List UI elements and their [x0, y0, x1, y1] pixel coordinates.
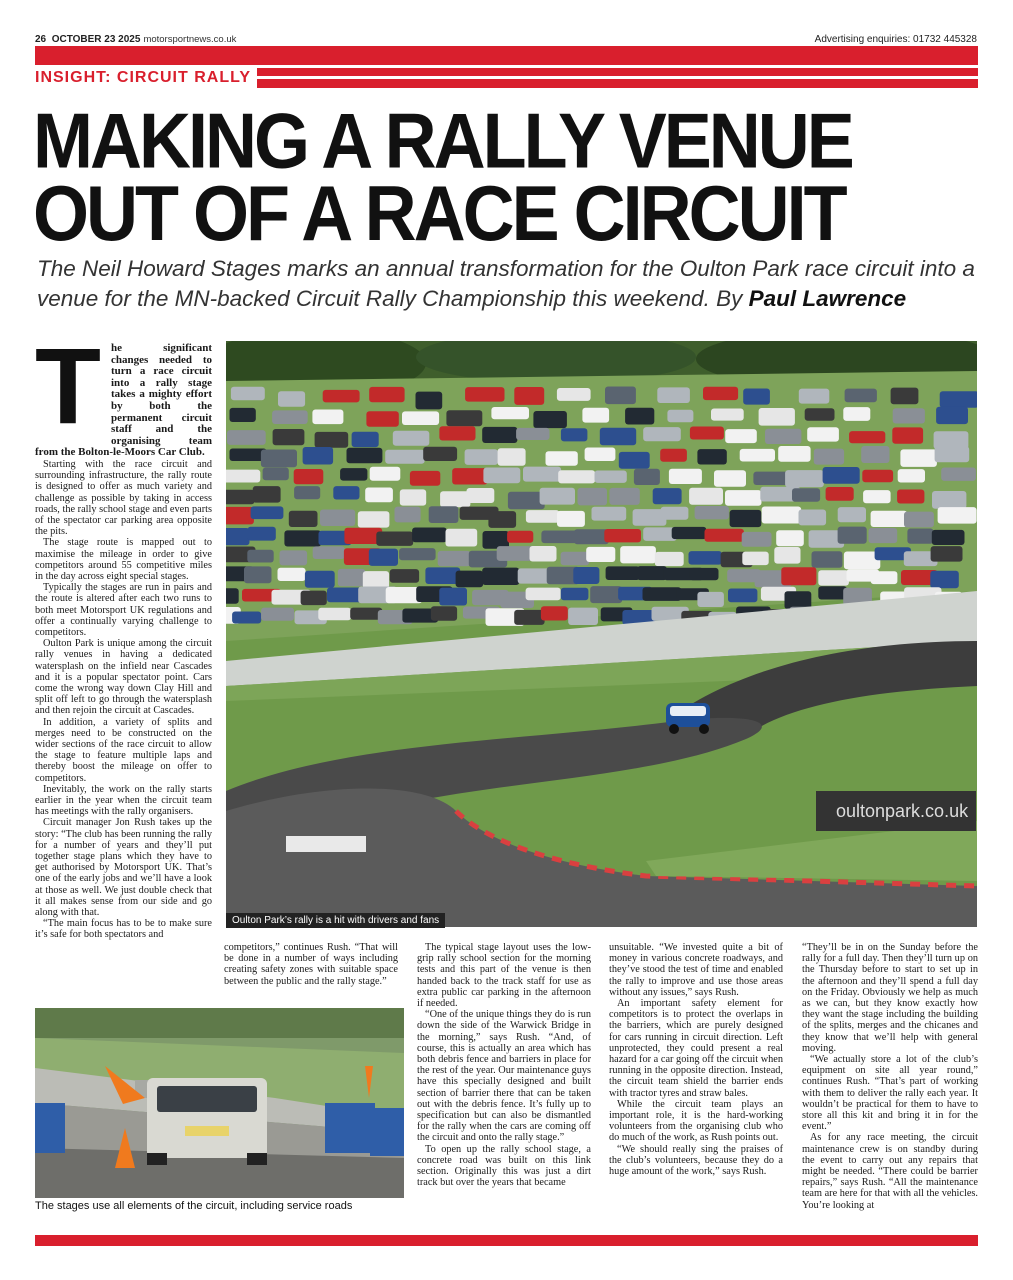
- parked-car: [301, 591, 327, 606]
- main-photo-illustration: [226, 341, 977, 927]
- parked-car: [423, 447, 457, 461]
- parked-car: [863, 490, 891, 503]
- parked-car: [585, 448, 616, 462]
- parked-car: [338, 569, 366, 586]
- parked-car: [661, 507, 689, 520]
- parked-car: [826, 487, 854, 501]
- paragraph: Oulton Park is unique among the circuit rally venues in having a dedicated watersplash on the infield near Cascades and it is a popular spectator point. Cars come the wrong way down Clay Hill and split off left to go through the watersplash and then rejoin the circuit at Cascades.: [35, 638, 212, 717]
- parked-car: [230, 408, 256, 422]
- parked-car: [253, 486, 281, 503]
- paragraph: “The main focus has to be to make sure it’s safe for both spectators and: [35, 918, 212, 941]
- parked-car: [358, 511, 390, 527]
- advertising-enquiries: Advertising enquiries: 01732 445328: [814, 34, 977, 45]
- paragraph: “We actually store a lot of the club’s equipment on site all year round,” continues Rush. “That’s part of working with them to deliver the rally each year. It wouldn’t be practical for them to have to store all this kit and bring it in for the event.”: [802, 1054, 978, 1133]
- top-red-rule: [35, 46, 978, 65]
- parked-car: [402, 411, 439, 425]
- parked-car: [227, 430, 266, 445]
- parked-car: [934, 431, 969, 449]
- parked-car: [605, 387, 636, 405]
- parked-car: [491, 407, 529, 419]
- parked-car: [776, 530, 804, 546]
- parked-car: [323, 390, 360, 403]
- parked-car: [697, 449, 726, 464]
- parked-car: [838, 507, 866, 522]
- parked-car: [294, 486, 320, 499]
- parked-car: [849, 431, 885, 443]
- parked-car: [609, 488, 639, 505]
- parked-car: [523, 467, 561, 482]
- standfirst-text: The Neil Howard Stages marks an annual transformation for the Oulton Park race circuit into a venue for the MN-backed Circuit Rally Championship this weekend. By: [37, 256, 975, 311]
- parked-car: [893, 408, 925, 423]
- parked-car: [936, 407, 968, 424]
- site-url: motorsportnews.co.uk: [143, 34, 237, 45]
- parked-car: [352, 432, 379, 447]
- parked-car: [703, 387, 738, 400]
- parked-car: [799, 510, 827, 526]
- parked-car: [574, 529, 609, 544]
- parked-car: [376, 532, 413, 546]
- parked-car: [540, 488, 575, 505]
- parked-car: [586, 547, 615, 562]
- parked-car: [778, 446, 810, 462]
- parked-car: [672, 527, 707, 539]
- parked-car: [690, 568, 719, 580]
- paragraph: An important safety element for competitors is to protect the overlaps in the barriers, which are purely designed for cars running in circuit direction. Left unprotected, they could present a real hazard for a car going off the circuit when running in the opposite direction. Instead, the circuit team shield the barrier ends with tractor tyres and straw bales.: [609, 998, 783, 1099]
- parked-car: [226, 470, 260, 483]
- parked-car: [730, 510, 762, 527]
- parked-car: [573, 567, 599, 584]
- column-4: [609, 942, 783, 1177]
- parked-car: [278, 568, 306, 581]
- parked-car: [843, 407, 870, 421]
- parked-car: [431, 606, 457, 621]
- parked-car: [558, 470, 595, 483]
- parked-car: [482, 427, 517, 443]
- main-photo-caption: Oulton Park’s rally is a hit with drivers and fans: [226, 913, 445, 928]
- paragraph: Starting with the race circuit and surrounding infrastructure, the rally route is designed to offer as much variety and challenge as possible by taking in access roads, the rally school stage and even parts of the spectator car parking area opposite the pits.: [35, 458, 212, 538]
- section-label: INSIGHT: CIRCUIT RALLY: [35, 68, 257, 88]
- parked-car: [320, 510, 355, 527]
- parked-car: [369, 549, 398, 566]
- paragraph: In addition, a variety of splits and merges need to be constructed on the wider sections of the race circuit to allow the stage to feature multiple laps and thereby boost the mileage on offer to competitors.: [35, 716, 212, 784]
- parked-car: [232, 612, 261, 624]
- parked-car: [385, 450, 425, 464]
- parked-car: [439, 426, 475, 440]
- parked-car: [807, 427, 839, 441]
- hoarding-text: oultonpark.co.uk: [836, 801, 969, 821]
- parked-car: [395, 507, 421, 523]
- second-photo-caption: The stages use all elements of the circuit, including service roads: [35, 1200, 353, 1212]
- headline-line-2: OUT OF A RACE CIRCUIT: [33, 170, 845, 258]
- parked-car: [689, 488, 723, 505]
- parked-car: [226, 588, 239, 604]
- parked-car: [488, 511, 516, 528]
- parked-car: [578, 488, 608, 506]
- parked-car: [456, 571, 484, 588]
- parked-car: [690, 427, 724, 440]
- parked-car: [530, 546, 557, 562]
- parked-car: [313, 546, 345, 559]
- parked-car: [606, 566, 640, 580]
- parked-car: [861, 446, 889, 463]
- parked-car: [557, 511, 585, 527]
- parked-car: [452, 468, 487, 484]
- byline: Paul Lawrence: [748, 286, 907, 311]
- parked-car: [363, 571, 389, 589]
- paragraph: Inevitably, the work on the rally starts earlier in the year when the circuit team has meetings with the rally organisers.: [35, 783, 212, 818]
- parked-car: [930, 571, 959, 589]
- parked-car: [595, 471, 627, 483]
- parked-car: [634, 469, 660, 485]
- parked-car: [366, 411, 398, 427]
- headline: [33, 98, 983, 258]
- column-5: [802, 942, 978, 1211]
- parked-car: [619, 452, 650, 469]
- parked-car: [812, 551, 843, 568]
- parked-car: [653, 488, 682, 504]
- parked-car: [637, 566, 667, 580]
- parked-car: [785, 591, 812, 609]
- parked-car: [318, 608, 351, 620]
- parked-car: [333, 486, 359, 499]
- lede-paragraph: he significant changes needed to turn a race circuit into a rally stage takes a mighty effort by both the permanent circuit staff and the organising team from the Bolton-le-Moors Car Club.: [35, 342, 212, 459]
- folio: [35, 34, 236, 45]
- column-1: [35, 325, 212, 941]
- parked-car: [781, 567, 816, 585]
- parked-car: [907, 529, 933, 544]
- parked-car: [871, 511, 908, 527]
- parked-car: [931, 546, 963, 562]
- main-photo: [226, 341, 977, 927]
- parked-car: [312, 410, 343, 425]
- parked-car: [604, 529, 641, 542]
- parked-car: [792, 488, 820, 502]
- parked-car: [728, 589, 757, 603]
- parked-car: [248, 527, 276, 541]
- parked-car: [714, 470, 746, 487]
- parked-car: [805, 408, 835, 421]
- paragraph: competitors,” continues Rush. “That will be done in a number of ways including creating safety zones with suitable space between the public and the rally stage.”: [224, 942, 398, 987]
- parked-car: [526, 510, 560, 523]
- parked-car: [891, 388, 919, 405]
- parked-car: [600, 428, 636, 445]
- parked-car: [669, 469, 702, 484]
- drop-cap: T: [35, 325, 101, 446]
- paragraph: The stage route is mapped out to maximise the mileage in order to give competitors around 55 competitive miles in the day across eight special stages.: [35, 537, 212, 582]
- parked-car: [940, 391, 977, 408]
- parked-car: [892, 427, 923, 443]
- parked-car: [561, 552, 590, 565]
- parked-car: [429, 506, 459, 523]
- parked-car: [590, 586, 622, 603]
- issue-date: OCTOBER 23 2025: [51, 34, 141, 45]
- parked-car: [347, 448, 383, 464]
- parked-car: [765, 429, 801, 444]
- parked-car: [725, 429, 757, 443]
- parked-car: [514, 387, 544, 405]
- parked-car: [390, 569, 419, 583]
- parked-car: [226, 490, 255, 504]
- parked-car: [467, 488, 495, 503]
- parked-car: [272, 410, 308, 424]
- parked-car: [226, 507, 254, 525]
- parked-car: [350, 608, 382, 620]
- parked-car: [278, 391, 305, 407]
- parked-car: [416, 392, 443, 410]
- parked-car: [871, 571, 898, 584]
- parked-car: [762, 507, 802, 524]
- parked-car: [938, 507, 977, 523]
- parked-car: [251, 506, 284, 519]
- parked-car: [799, 389, 830, 404]
- parked-car: [263, 468, 289, 481]
- parked-car: [483, 468, 520, 484]
- parked-car: [557, 388, 591, 401]
- parked-car: [561, 428, 588, 441]
- parked-car: [898, 469, 925, 482]
- parked-car: [785, 470, 824, 487]
- parked-car: [774, 547, 800, 564]
- parked-car: [742, 532, 772, 547]
- parked-car: [620, 546, 656, 563]
- paragraph: “One of the unique things they do is run down the side of the Warwick Bridge in the morning,” says Rush. “And, of course, this is actually an area which has both debris fence and barriers in place for the rest of the year. Our maintenance guys have this specially designed and built section of barrier there that can be taken out with the debris fence. It’s fully up to specification but can also be dismantled for the rally when the cars are coming off the circuit and onto the rally stage.”: [417, 1009, 591, 1144]
- parked-car: [516, 428, 549, 440]
- parked-car: [904, 512, 934, 528]
- parked-car: [711, 409, 744, 421]
- parked-car: [814, 449, 844, 465]
- parked-car: [743, 389, 770, 405]
- parked-car: [561, 588, 589, 600]
- parked-car: [303, 447, 334, 465]
- headline-line-1: MAKING A RALLY VENUE: [33, 98, 852, 185]
- parked-car: [932, 530, 965, 545]
- second-photo: [35, 1008, 404, 1198]
- parked-car: [465, 449, 498, 465]
- parked-car: [226, 528, 250, 545]
- parked-car: [440, 491, 470, 507]
- parked-car: [845, 389, 877, 403]
- paragraph: To open up the rally school stage, a concrete road was built on this link section. Originally this was just a dirt track but over the years that became: [417, 1143, 591, 1189]
- parked-car: [294, 469, 324, 484]
- parked-car: [541, 606, 568, 620]
- parked-car: [438, 551, 471, 566]
- parked-car: [365, 488, 393, 503]
- parked-car: [498, 448, 526, 466]
- parked-car: [625, 408, 654, 425]
- parked-car: [446, 410, 482, 426]
- parked-car: [261, 450, 297, 468]
- parked-car: [818, 570, 849, 585]
- parked-car: [370, 467, 401, 481]
- parked-car: [526, 588, 561, 601]
- column-2: [224, 942, 398, 987]
- parked-car: [660, 449, 687, 462]
- parked-car: [439, 588, 467, 606]
- parked-car: [446, 529, 478, 547]
- parked-car: [514, 610, 544, 625]
- parked-car: [941, 468, 976, 481]
- parked-car: [695, 506, 729, 519]
- parked-car: [900, 449, 937, 467]
- paragraph: “We should really sing the praises of the club’s volunteers, because they do a huge amount of the work,” says Rush.: [609, 1143, 783, 1178]
- parked-car: [689, 551, 723, 565]
- parked-car: [280, 550, 308, 565]
- parked-car: [231, 387, 265, 401]
- parked-car: [315, 432, 349, 448]
- parked-car: [705, 529, 744, 542]
- parked-car: [412, 528, 447, 543]
- parked-car: [862, 470, 893, 483]
- parked-car: [935, 446, 970, 462]
- paragraph: The typical stage layout uses the low-grip rally school section for the morning tests and this part of the venue is then handed back to the track staff for use as extra public car parking in the afternoon if needed.: [417, 942, 591, 1010]
- parked-car: [823, 467, 860, 484]
- parked-car: [305, 571, 335, 588]
- parked-car: [932, 491, 966, 509]
- parked-car: [655, 552, 684, 566]
- parked-car: [657, 387, 690, 403]
- parked-car: [838, 527, 867, 544]
- section-bar: [35, 68, 978, 88]
- second-photo-illustration: [35, 1008, 404, 1198]
- parked-car: [369, 387, 404, 402]
- paragraph: As for any race meeting, the circuit maintenance crew is on standby during the event to carry out any repairs that might be needed. “There could be barrier repairs,” says Rush. “All the maintenance team are here for that with all the vehicles. You’re looking at: [802, 1132, 978, 1211]
- parked-car: [410, 471, 440, 486]
- parked-car: [568, 608, 598, 625]
- parked-car: [399, 548, 436, 560]
- parked-car: [592, 507, 627, 521]
- paragraph: “They’ll be in on the Sunday before the rally for a full day. Then they’ll turn up on the Thursday before to start to set up in the afternoon and they’ll spend a full day on the Friday. Obviously we help as much as we can, but they know exactly how they want the stage including the building of the splits, merges and the chicanes and they know that we’ll help with general moving.: [802, 942, 978, 1054]
- parked-car: [508, 492, 545, 509]
- paragraph: While the circuit team plays an important role, it is the hard-working volunteers from the organising club who do much of the work, as Rush points out.: [609, 1098, 783, 1144]
- parked-car: [753, 472, 790, 485]
- parked-car: [643, 587, 682, 601]
- parked-car: [465, 387, 504, 402]
- parked-car: [261, 608, 294, 621]
- parked-car: [289, 511, 318, 527]
- parked-car: [869, 528, 898, 543]
- parked-car: [582, 408, 609, 423]
- page-number: 26: [35, 34, 47, 45]
- parked-car: [759, 408, 795, 426]
- parked-car: [742, 552, 768, 566]
- parked-car: [546, 451, 578, 466]
- parked-car: [740, 449, 775, 462]
- paragraph: Typically the stages are run in pairs and the route is altered after each two runs to both meet Motorsport UK regulations and offer a continually varying challenge to competitors.: [35, 582, 212, 638]
- parked-car: [247, 550, 273, 563]
- parked-car: [284, 530, 321, 546]
- parked-car: [897, 490, 924, 504]
- parked-car: [725, 490, 762, 506]
- parked-car: [340, 468, 367, 481]
- parked-car: [273, 429, 305, 445]
- parked-car: [425, 567, 460, 584]
- column-3: [417, 942, 591, 1188]
- parked-car: [697, 592, 724, 607]
- parked-car: [643, 427, 681, 441]
- parked-car: [393, 431, 430, 446]
- parked-car: [244, 566, 272, 583]
- parked-car: [482, 568, 519, 585]
- standfirst: [37, 254, 977, 314]
- paragraph: unsuitable. “We invested quite a bit of money in various concrete roadways, and they’ve stood the test of time and enabled the rally to improve and use those areas without any issues,” says Rush.: [609, 942, 783, 998]
- parked-car: [533, 411, 567, 428]
- parked-car: [400, 489, 426, 505]
- bottom-red-rule: [35, 1235, 978, 1246]
- parked-car: [507, 531, 533, 543]
- parked-car: [818, 586, 847, 599]
- paragraph: Circuit manager Jon Rush takes up the story: “The club has been running the rally for a number of years and they’ll put together stage plans which they have to get authorised by Motorsport UK. That’s one of the early jobs and we’ll have a look at those as well. We just double check that it all makes sense from our side and go along with that.: [35, 817, 212, 919]
- parked-car: [667, 410, 693, 423]
